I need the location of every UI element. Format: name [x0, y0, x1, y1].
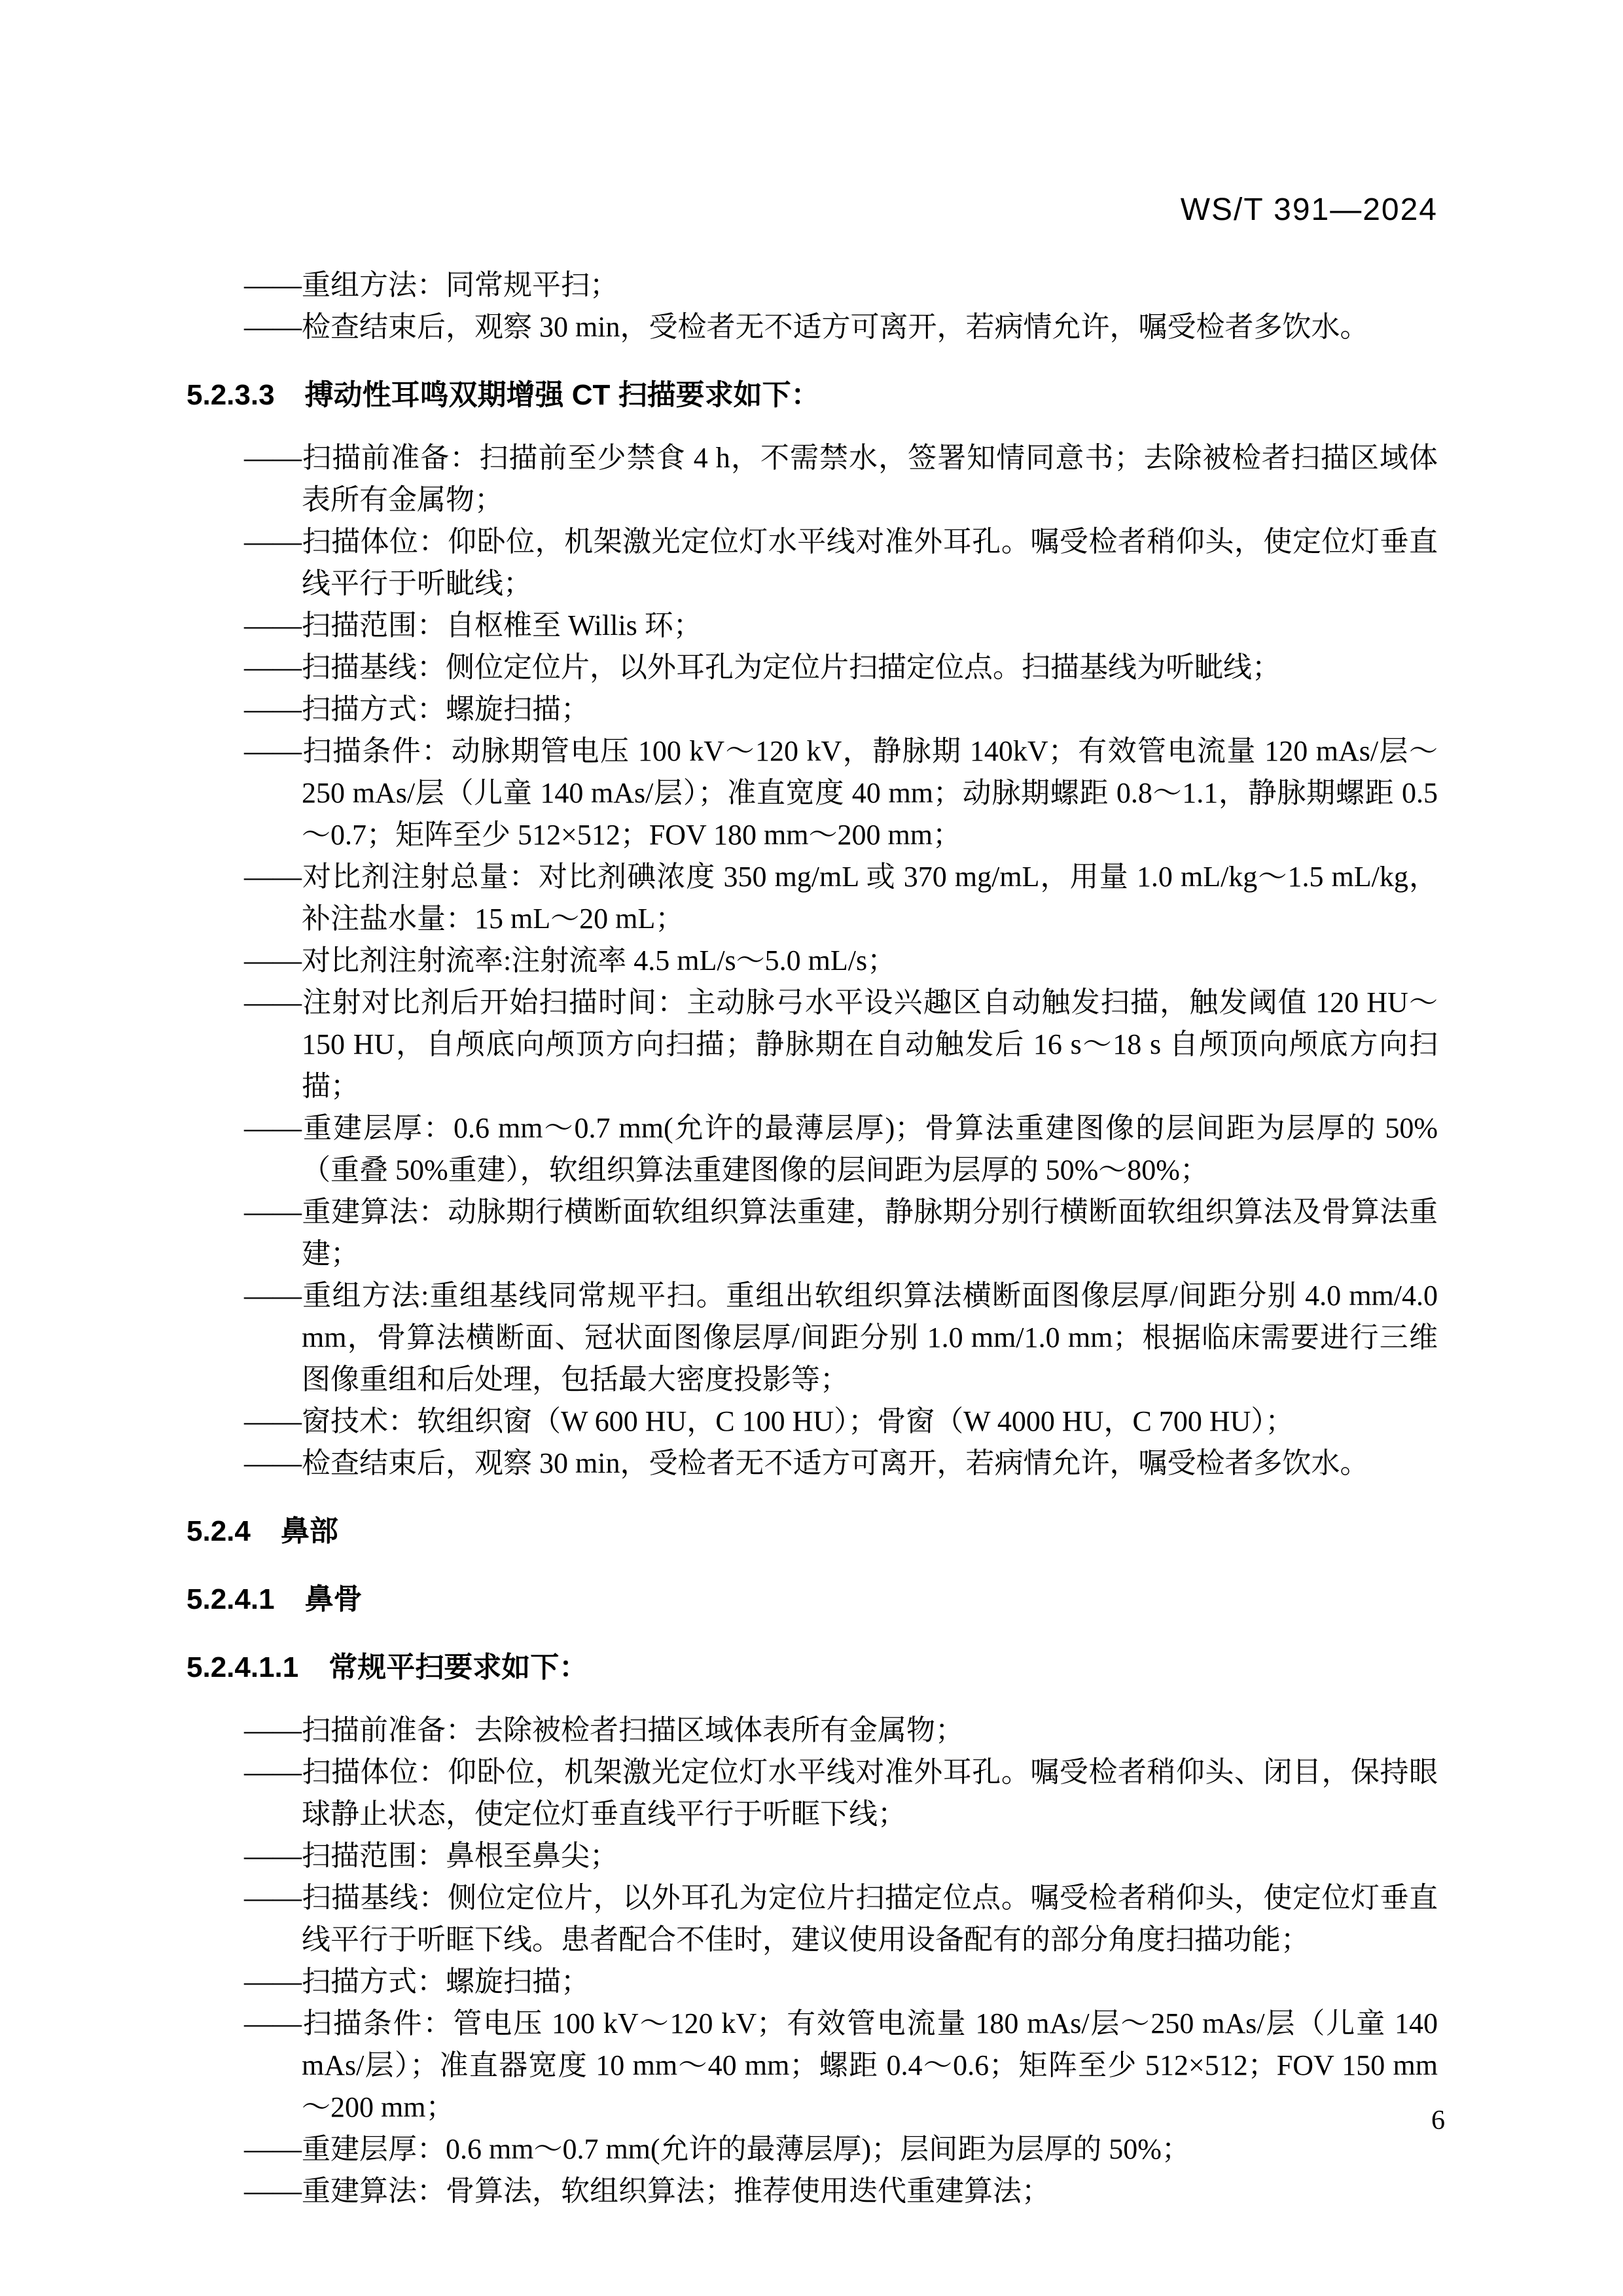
section-title: 鼻部 [280, 1515, 338, 1547]
list-item: ——扫描范围：鼻根至鼻尖； [244, 1840, 618, 1872]
section-title: 搏动性耳鸣双期增强 CT 扫描要求如下： [304, 379, 820, 411]
section-number: 5.2.3.3 [187, 379, 275, 411]
section-number: 5.2.4.1 [187, 1583, 275, 1615]
section-title: 常规平扫要求如下： [329, 1651, 588, 1683]
list-item: ——扫描方式：螺旋扫描； [244, 1965, 590, 1998]
list-item: ——检查结束后，观察 30 min，受检者无不适方可离开，若病情允许，嘱受检者多饮水。 [244, 1447, 1369, 1479]
list-item: ——扫描基线：侧位定位片，以外耳孔为定位片扫描定位点。嘱受检者稍仰头，使定位灯垂直线平行于听眶下线。患者配合不佳时，建议使用设备配有的部分角度扫描功能； [244, 1882, 1438, 1956]
list-item: ——扫描条件：管电压 100 kV～120 kV；有效管电流量 180 mAs/层～250 mAs/层（儿童 140 mAs/层）；准直器宽度 10 mm～40 mm；螺距 0.4～0.6；矩阵至少 512×512；FOV 150 mm～200 mm； [244, 2007, 1438, 2123]
list-item: ——扫描基线：侧位定位片，以外耳孔为定位片扫描定位点。扫描基线为听眦线； [244, 651, 1281, 683]
section-heading [187, 374, 1438, 416]
list-item: ——重组方法：同常规平扫； [244, 269, 618, 301]
list-item: ——检查结束后，观察 30 min，受检者无不适方可离开，若病情允许，嘱受检者多饮水。 [244, 311, 1369, 343]
list-item: ——重组方法:重组基线同常规平扫。重组出软组织算法横断面图像层厚/间距分别 4.0 mm/4.0 mm，骨算法横断面、冠状面图像层厚/间距分别 1.0 mm/1.0 mm；根据临床需要进行三维图像重组和后处理，包括最大密度投影等； [244, 1280, 1438, 1395]
page-number: 6 [1431, 2106, 1445, 2136]
list-item: ——对比剂注射流率:注射流率 4.5 mL/s～5.0 mL/s； [244, 944, 897, 977]
list-item: ——窗技术：软组织窗（W 600 HU，C 100 HU）；骨窗（W 4000 HU，C 700 HU）； [244, 1405, 1294, 1437]
list-item: ——重建算法：动脉期行横断面软组织算法重建，静脉期分别行横断面软组织算法及骨算法重建； [244, 1196, 1438, 1270]
section-heading [187, 1511, 1438, 1552]
list-item: ——重建算法：骨算法，软组织算法；推荐使用迭代重建算法； [244, 2175, 1050, 2207]
section-number: 5.2.4.1.1 [187, 1651, 299, 1683]
list-item: ——重建层厚：0.6 mm～0.7 mm(允许的最薄层厚)；骨算法重建图像的层间距为层厚的 50%（重叠 50%重建），软组织算法重建图像的层间距为层厚的 50%～80%； [244, 1112, 1438, 1186]
list-item: ——扫描体位：仰卧位，机架激光定位灯水平线对准外耳孔。嘱受检者稍仰头、闭目，保持眼球静止状态，使定位灯垂直线平行于听眶下线； [244, 1756, 1438, 1830]
list-item: ——扫描体位：仰卧位，机架激光定位灯水平线对准外耳孔。嘱受检者稍仰头，使定位灯垂直线平行于听眦线； [244, 526, 1438, 600]
document-content [187, 264, 1438, 2212]
list-item: ——重建层厚：0.6 mm～0.7 mm(允许的最薄层厚)；层间距为层厚的 50%； [244, 2133, 1190, 2165]
list-item: ——扫描方式：螺旋扫描； [244, 693, 590, 725]
section-number: 5.2.4 [187, 1515, 251, 1547]
section-heading [187, 1647, 1438, 1689]
list-item: ——扫描条件：动脉期管电压 100 kV～120 kV，静脉期 140kV；有效管电流量 120 mAs/层～250 mAs/层（儿童 140 mAs/层）；准直宽度 40 mm；动脉期螺距 0.8～1.1，静脉期螺距 0.5～0.7；矩阵至少 512×512；FOV 180 mm～200 mm； [244, 735, 1438, 851]
section-title: 鼻骨 [304, 1583, 363, 1615]
list-item: ——注射对比剂后开始扫描时间：主动脉弓水平设兴趣区自动触发扫描，触发阈值 120 HU～150 HU，自颅底向颅顶方向扫描；静脉期在自动触发后 16 s～18 s 自颅顶向颅底方向扫描； [244, 986, 1438, 1102]
section-heading [187, 1579, 1438, 1621]
list-item: ——扫描前准备：去除被检者扫描区域体表所有金属物； [244, 1714, 964, 1746]
document-code: WS/T 391—2024 [1180, 192, 1438, 227]
list-item: ——扫描范围：自枢椎至 Willis 环； [244, 609, 702, 641]
list-item: ——对比剂注射总量：对比剂碘浓度 350 mg/mL 或 370 mg/mL，用量 1.0 mL/kg～1.5 mL/kg，补注盐水量：15 mL～20 mL； [244, 861, 1438, 935]
list-item: ——扫描前准备：扫描前至少禁食 4 h，不需禁水，签署知情同意书；去除被检者扫描区域体表所有金属物； [244, 442, 1438, 516]
